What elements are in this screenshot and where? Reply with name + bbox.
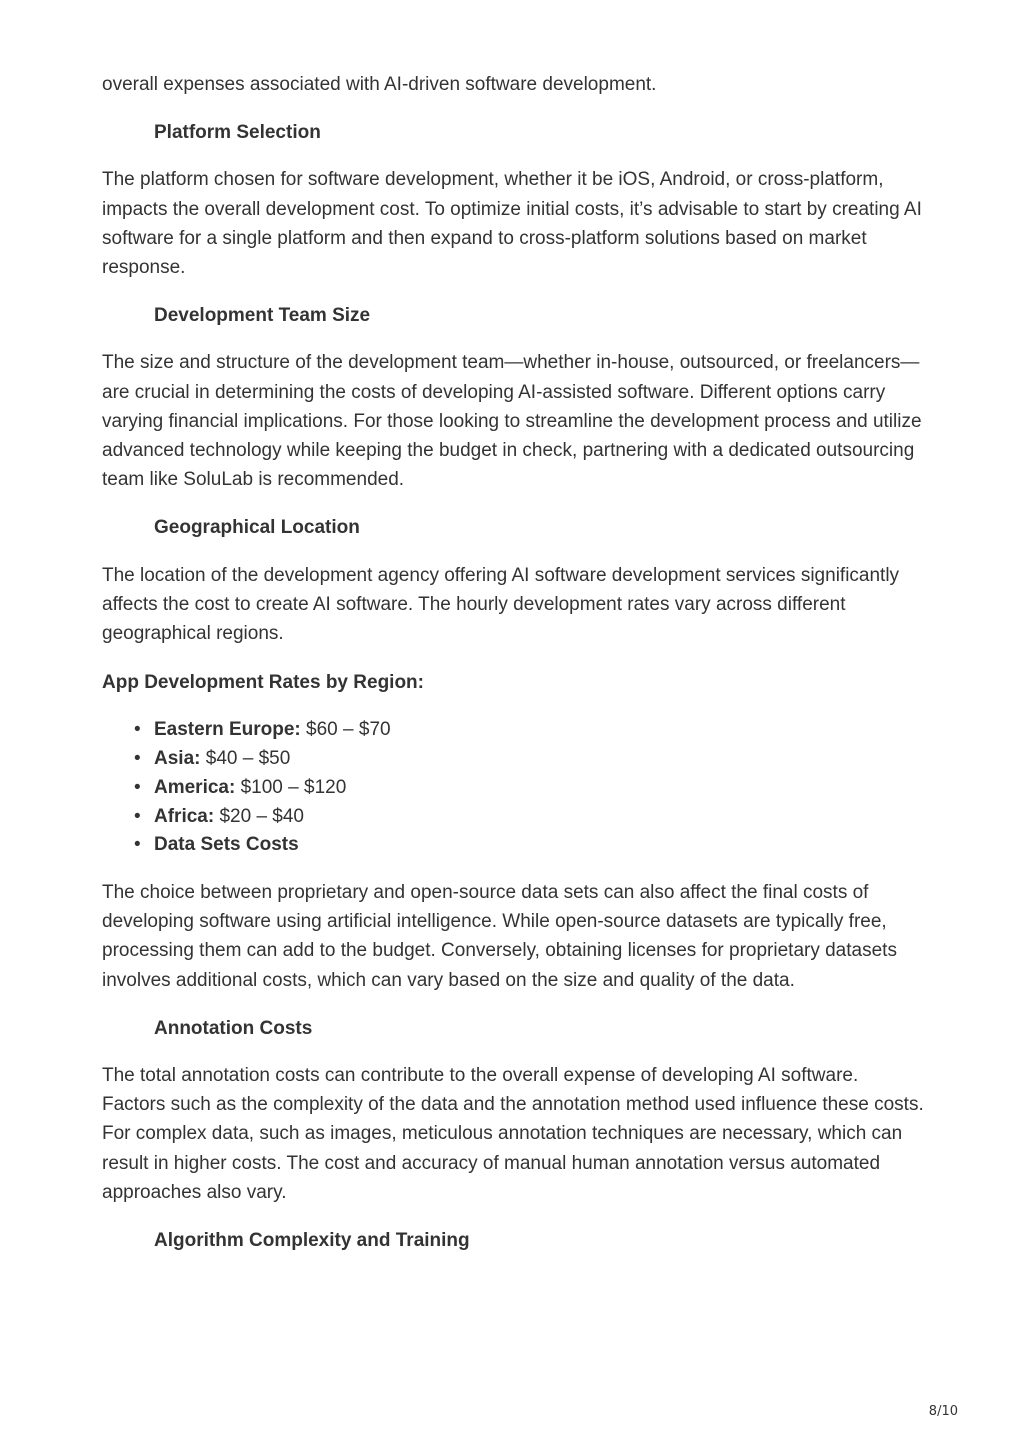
- heading-algorithm-complexity: Algorithm Complexity and Training: [154, 1230, 470, 1251]
- paragraph-annotation-costs: The total annotation costs can contribute to the overall expense of developing AI software. Factors such as the complexity of the data and the annotation method used influence these costs. For complex data, such as images, meticulous annotation techniques are necessary, which can result in higher costs. The cost and accuracy of manual human annotation versus automated approaches also vary.: [102, 1064, 924, 1203]
- bullet-icon: •: [134, 805, 141, 827]
- rate-region: Eastern Europe:: [154, 719, 301, 741]
- intro-line: overall expenses associated with AI-driven software development.: [102, 74, 657, 95]
- bullet-icon: •: [134, 719, 141, 741]
- list-item: [102, 831, 924, 860]
- bullet-icon: •: [134, 748, 141, 770]
- list-item: [102, 803, 924, 832]
- heading-geographical-location: Geographical Location: [154, 517, 360, 539]
- bullet-icon: •: [134, 834, 141, 856]
- rate-region: Asia:: [154, 748, 201, 770]
- list-item: [102, 716, 924, 745]
- list-item: [102, 745, 924, 774]
- page-number: 8/10: [928, 1404, 958, 1419]
- data-sets-costs-heading: Data Sets Costs: [154, 834, 299, 856]
- heading-annotation-costs: Annotation Costs: [154, 1017, 313, 1039]
- paragraph-geographical-location: The location of the development agency offering AI software development services significantly affects the cost to create AI software. The hourly development rates vary across different geographical regions.: [102, 564, 900, 645]
- rate-value: $40 – $50: [205, 748, 291, 770]
- paragraph-data-sets-costs: The choice between proprietary and open-source data sets can also affect the final costs of developing software using artificial intelligence. While open-source datasets are typically free, processing them can add to the budget. Conversely, obtaining licenses for proprietary datasets involves additional costs, which can vary based on the size and quality of the data.: [102, 881, 897, 991]
- paragraph-platform-selection: The platform chosen for software development, whether it be iOS, Android, or cross-platform, impacts the overall development cost. To optimize initial costs, it’s advisable to start by creating AI software for a single platform and then expand to cross-platform solutions based on market response.: [102, 169, 922, 279]
- rate-value: $60 – $70: [306, 719, 391, 741]
- rate-value: $20 – $40: [219, 805, 304, 827]
- bullet-icon: •: [134, 776, 141, 798]
- heading-development-team-size: Development Team Size: [154, 305, 371, 327]
- rate-value: $100 – $120: [240, 776, 347, 798]
- paragraph-development-team-size: The size and structure of the development team—whether in-house, outsourced, or freelancers—are crucial in determining the costs of developing AI-assisted software. Different options carry varying financial implications. For those looking to streamline the development process and utilize advanced technology while keeping the budget in check, partnering with a dedicated outsourcing team like SoluLab is recommended.: [102, 352, 922, 491]
- rates-list: [102, 716, 924, 860]
- rates-heading: App Development Rates by Region:: [102, 672, 424, 694]
- document-page: [102, 70, 924, 1273]
- rate-region: Africa:: [154, 805, 215, 827]
- list-item: [102, 774, 924, 803]
- rate-region: America:: [154, 776, 236, 798]
- heading-platform-selection: Platform Selection: [154, 122, 321, 144]
